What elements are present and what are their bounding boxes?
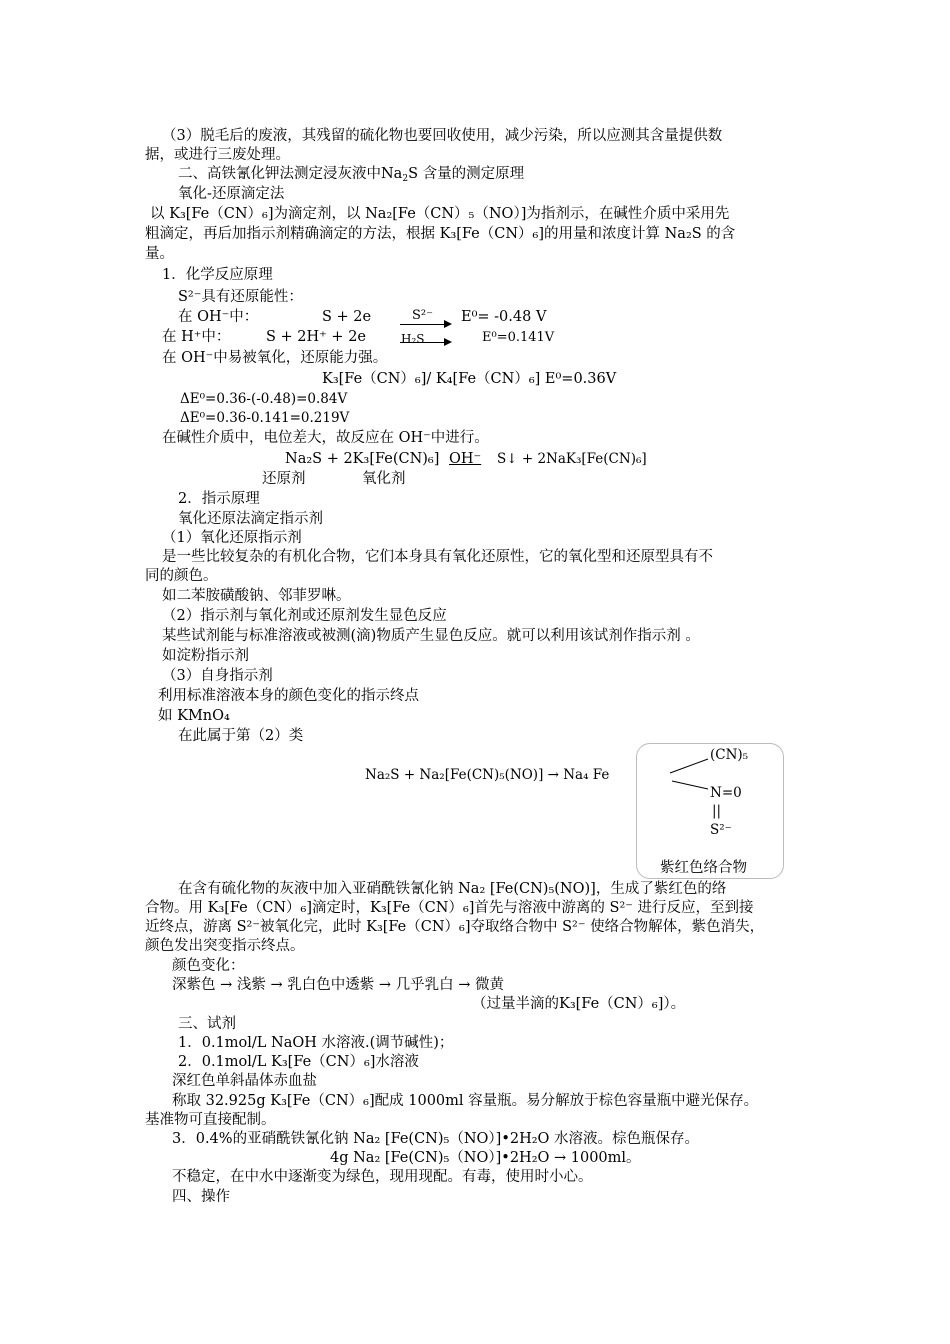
oh-equation-right: S²⁻ [412, 308, 433, 323]
reaction-condition: OH⁻ [449, 451, 482, 467]
oh-equation-left: S + 2e [322, 309, 372, 325]
color-change-label: 颜色变化： [172, 958, 245, 974]
indicator-1-desc-line2: 同的颜色。 [145, 568, 218, 584]
complex-double-bond: || [712, 803, 722, 819]
indicator-1-desc-line1: 是一些比较复杂的有机化合物，它们本身具有氧化还原性，它的氧化型和还原型具有不 [162, 549, 713, 565]
h-arrow-line [400, 342, 446, 343]
indicator-3-title: （3）自身指示剂 [162, 668, 273, 684]
para-principle-line2: 粗滴定，再后加指示剂精确滴定的方法，根据 K₃[Fe（CN）₆]的用量和浓度计算 Na₂S 的含 [145, 226, 736, 242]
reagent-2: 2．0.1mol/L K₃[Fe（CN）₆]水溶液 [178, 1054, 419, 1070]
method-name: 氧化-还原滴定法 [178, 186, 285, 202]
section-2-title: 二、高铁氰化钾法测定浸灰液中$Na_2S$ 含量的测定原理 [178, 166, 525, 184]
oh-arrow-line [400, 324, 446, 325]
redox-indicator-heading: 氧化还原法滴定指示剂 [178, 511, 323, 527]
oh-arrow-head-icon [444, 320, 452, 328]
indicator-2-title: （2）指示剂与氧化剂或还原剂发生显色反应 [162, 608, 447, 624]
indicator-1-title: （1）氧化还原指示剂 [162, 530, 302, 546]
complex-bond-lines [668, 756, 712, 792]
indicator-3-desc: 利用标准溶液本身的颜色变化的指示终点 [158, 688, 419, 704]
subsection-2-title: 2．指示原理 [178, 491, 260, 507]
oh-stronger-text: 在 OH⁻中易被氧化，还原能力强。 [162, 350, 388, 366]
category-note: 在此属于第（2）类 [178, 728, 304, 744]
h-label: 在 H⁺中： [162, 329, 231, 345]
para-principle-line3: 量。 [145, 246, 174, 262]
indicator-1-example: 如二苯胺磺酸钠、邻菲罗啉。 [162, 588, 351, 604]
complex-sulfide: S²⁻ [710, 822, 732, 838]
delta-e2: ΔE⁰=0.36-0.141=0.219V [180, 410, 350, 426]
complex-no-ligand: N=0 [710, 785, 742, 801]
indicator-2-desc: 某些试剂能与标准溶液或被测(滴)物质产生显色反应。就可以利用该试剂作指示剂 。 [162, 628, 700, 644]
oh-potential: E⁰= -0.48 V [461, 309, 547, 325]
color-sequence: 深紫色 → 浅紫 → 乳白色中透紫 → 几乎乳白 → 微黄 [172, 977, 504, 993]
reagent-2-prep-line2: 基准物可直接配制。 [145, 1112, 276, 1128]
delta-e1: ΔE⁰=0.36-(-0.48)=0.84V [180, 391, 348, 407]
reagent-2-desc: 深红色单斜晶体赤血盐 [172, 1073, 317, 1089]
reaction-left: Na₂S + 2K₃[Fe(CN)₆] [285, 451, 440, 467]
complex-name: 紫红色络合物 [660, 860, 747, 876]
h-equation-left: S + 2H⁺ + 2e [266, 329, 366, 345]
section-4-title: 四、操作 [172, 1189, 230, 1205]
h-equation-right: H₂S [401, 332, 425, 346]
h-potential: E⁰=0.141V [482, 330, 555, 345]
reagent-2-prep-line1: 称取 32.925g K₃[Fe（CN）₆]配成 1000ml 容量瓶。易分解放于棕色容量瓶中避光保存。 [172, 1093, 759, 1109]
subsection-1-title: 1．化学反应原理 [162, 267, 273, 283]
para-waste-line1: （3）脱毛后的废液，其残留的硫化物也要回收使用，减少污染，所以应测其含量提供数 [162, 128, 723, 144]
para-complex-line2: 合物。用 K₃[Fe（CN）₆]滴定时，K₃[Fe（CN）₆]首先与溶液中游离的 S²⁻ 进行反应，至到接 [145, 900, 754, 916]
para-complex-line4: 颜色发出突变指示终点。 [145, 938, 305, 954]
basic-medium-text: 在碱性介质中，电位差大，故反应在 OH⁻中进行。 [162, 430, 489, 446]
oh-label: 在 OH⁻中： [178, 309, 259, 325]
reagent-3: 3．0.4%的亚硝酰铁氰化钠 Na₂ [Fe(CN)₅（NO）]•2H₂O 水溶液。棕色瓶保存。 [172, 1131, 700, 1147]
reductant-label: 还原剂 [262, 471, 306, 487]
color-sequence-note: （过量半滴的K₃[Fe（CN）₆]）。 [472, 996, 686, 1012]
indicator-3-example: 如 KMnO₄ [158, 708, 230, 724]
oxidant-label: 氧化剂 [362, 471, 406, 487]
redox-couple: K₃[Fe（CN）₆]/ K₄[Fe（CN）₆] E⁰=0.36V [322, 371, 617, 387]
reagent-1: 1．0.1mol/L NaOH 水溶液.(调节碱性)； [178, 1035, 454, 1051]
complex-cn-ligand: (CN)₅ [710, 747, 749, 763]
para-complex-line3: 近终点，游离 S²⁻被氧化完，此时 K₃[Fe（CN）₆]夺取络合物中 S²⁻ 使络合物解体，紫色消失， [145, 919, 765, 935]
para-principle-line1: 以 K₃[Fe（CN）₆]为滴定剂，以 Na₂[Fe（CN）₅（NO）]为指剂示，在碱性介质中采用先 [150, 206, 730, 222]
s2-reducing-text: S²⁻具有还原能性： [178, 289, 303, 305]
section-3-title: 三、试剂 [178, 1016, 236, 1032]
indicator-2-example: 如淀粉指示剂 [162, 648, 249, 664]
h-arrow-head-icon [444, 338, 452, 346]
complex-equation: Na₂S + Na₂[Fe(CN)₅(NO)] → Na₄ Fe [365, 767, 610, 783]
reagent-3-prep: 4g Na₂ [Fe(CN)₅（NO）]•2H₂O → 1000ml。 [330, 1150, 641, 1166]
reagent-3-note: 不稳定，在中水中逐渐变为绿色，现用现配。有毒，使用时小心。 [172, 1169, 593, 1185]
para-waste-line2: 据，或进行三废处理。 [145, 147, 290, 163]
para-complex-line1: 在含有硫化物的灰液中加入亚硝酰铁氰化钠 Na₂ [Fe(CN)₅(NO)]，生成了紫红色的络 [178, 881, 727, 897]
reaction-right: S↓ + 2NaK₃[Fe(CN)₆] [497, 451, 647, 467]
